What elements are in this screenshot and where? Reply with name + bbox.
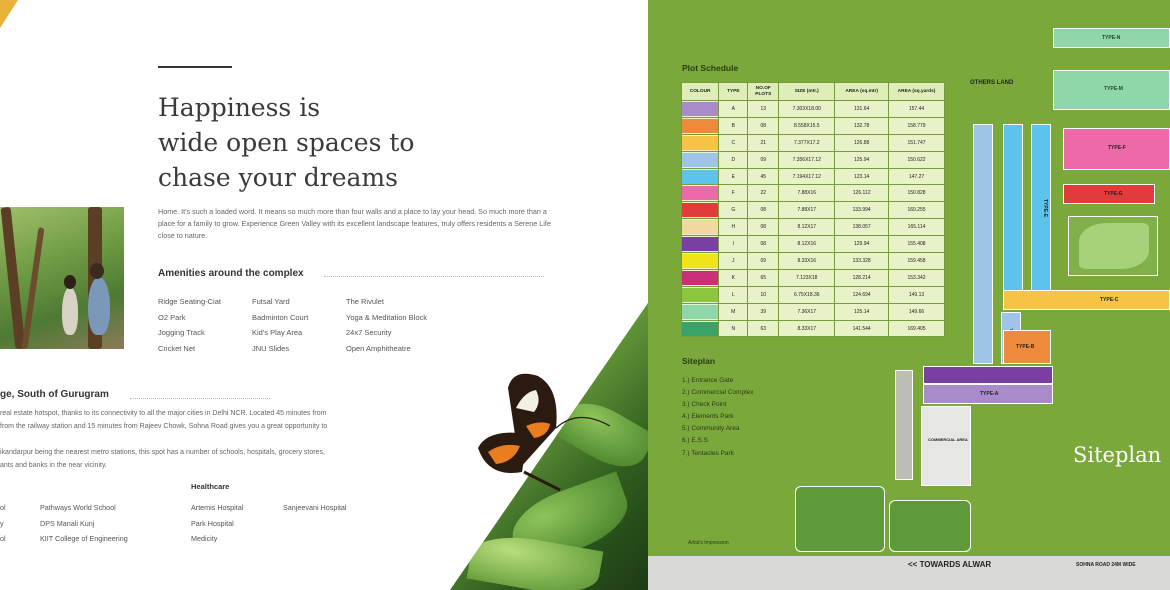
location-line: ants and banks in the near vicinity. [0,461,107,469]
headline-line: chase your dreams [158,163,398,192]
type-label: TYPE-A [980,391,999,397]
colour-swatch [682,303,719,320]
colour-swatch [682,151,719,168]
column-header: AREA (sq.mtr) [835,83,889,101]
column-header: SIZE (mtr.) [779,83,835,101]
table-cell-sqm: 131.64 [835,101,889,118]
table-cell-size: 7.303X18.00 [779,101,835,118]
location-line: from the railway station and 15 minutes from Rajeev Chowk, Sohna Road gives you a great opportunity to [0,422,328,430]
tentacles-park-left [795,486,885,552]
siteplan-item: 2.) Commercial Complex [682,389,754,397]
table-cell-sqyd: 157.44 [889,101,945,118]
amenity-item: Yoga & Meditation Block [346,312,428,322]
entrance-plots [895,370,913,480]
colour-swatch [682,253,719,270]
location-paragraph-2 [0,447,420,472]
school-item: Pathways World School [40,503,116,512]
table-cell-plots: 63 [748,320,779,337]
table-cell-sqm: 138.057 [835,219,889,236]
siteplan-item: 6.) E.S.S [682,437,709,445]
table-cell-sqyd: 153.342 [889,269,945,286]
healthcare-column-b [283,500,347,516]
butterfly-icon [468,368,618,498]
column-header: COLOUR [682,83,719,101]
column-header: AREA (sq.yards) [889,83,945,101]
plot-schedule-title: Plot Schedule [682,63,739,73]
table-cell-size: 7.123X18 [779,269,835,286]
amenity-item: The Rivulet [346,297,384,306]
colour-swatch [682,202,719,219]
siteplan-title: Siteplan [682,356,716,366]
type-label: TYPE-M [1104,86,1123,92]
table-cell-size: 7.356X17.12 [779,151,835,168]
amenity-item: Futsal Yard [252,297,290,306]
amenity-item: JNU Slides [252,343,290,353]
intro-paragraph: Home. It's such a loaded word. It means so much more than four walls and a place to lay your head. So much more than a place for a family to grow. Experience Green Valley with its excellent landscape features, truly offers residents a Serene Life close to nature. [158,207,551,240]
table-cell-sqyd: 155.408 [889,236,945,253]
healthcare-title: Healthcare [191,482,230,491]
table-cell-sqyd: 160.255 [889,202,945,219]
type-label: TYPE-N [1102,35,1121,41]
table-cell-sqm: 133.994 [835,202,889,219]
amenity-item: 24x7 Security [346,328,392,338]
table-cell-sqyd: 151.747 [889,134,945,151]
table-cell-size: 6.75X18.36 [779,286,835,303]
commercial-label: COMMERCIAL AREA [928,437,968,442]
table-cell-sqyd: 165.114 [889,219,945,236]
column-header: TYPE [719,83,748,101]
school-item: y [0,518,4,528]
plot-strip-type-e-2 [1003,124,1023,292]
plot-block-type-b [1003,330,1051,364]
table-cell-plots: 09 [748,253,779,270]
location-line: ikandarpur being the nearest metro stations, this spot has a number of schools, hospitals, grocery stores, [0,449,325,456]
main-road [648,556,1170,590]
table-cell-plots: 08 [748,219,779,236]
amenities-rule [324,276,544,277]
table-cell-type: E [719,168,748,185]
table-cell-sqm: 128.214 [835,269,889,286]
colour-swatch [682,101,719,118]
table-cell-sqm: 123.14 [835,168,889,185]
hospital-item: Sanjeevani Hospital [283,503,347,512]
table-cell-type: J [719,253,748,270]
plot-strip-type-e-3 [1031,124,1051,292]
table-cell-sqyd: 147.27 [889,168,945,185]
table-cell-sqm: 132.78 [835,117,889,134]
colour-swatch [682,134,719,151]
table-cell-plots: 10 [748,286,779,303]
siteplan-item: 3.) Check Point [682,401,727,409]
plot-block-type-m [1053,70,1170,110]
elements-park [1068,216,1158,276]
table-cell-type: I [719,236,748,253]
table-cell-size: 8.12X17 [779,219,835,236]
headline-line: Happiness is [158,93,321,122]
colour-swatch [682,168,719,185]
table-cell-plots: 08 [748,202,779,219]
site-map [903,20,1170,560]
kids-photo [0,207,124,349]
amenities-column-1 [158,294,221,356]
type-label: TYPE-E [1042,198,1049,218]
colour-swatch [682,286,719,303]
amenity-item: Ridge Seating-Ciat [158,297,221,306]
table-cell-sqm: 129.94 [835,236,889,253]
table-cell-plots: 65 [748,269,779,286]
hospital-item: Park Hospital [191,518,234,528]
headline [158,90,458,195]
table-cell-type: A [719,101,748,118]
amenity-item: Open Amphitheatre [346,343,411,353]
table-cell-plots: 21 [748,134,779,151]
siteplan-item: 5.) Community Area [682,425,740,433]
table-cell-size: 8.558X15.5 [779,117,835,134]
table-cell-type: F [719,185,748,202]
location-title: ge, South of Gurugram [0,389,109,400]
amenity-item: Kid's Play Area [252,328,303,338]
hospital-item: Medicity [191,534,218,543]
table-cell-type: L [719,286,748,303]
table-cell-type: K [719,269,748,286]
table-cell-type: G [719,202,748,219]
siteplan-item: 7.) Tentacles Park [682,449,734,457]
table-cell-type: N [719,320,748,337]
table-cell-sqm: 126.88 [835,134,889,151]
plot-block-type-c [1003,290,1170,310]
colour-swatch [682,320,719,337]
table-cell-sqm: 125.14 [835,303,889,320]
hospital-item: Artemis Hospital [191,503,244,512]
location-rule [130,398,270,399]
plot-strip-type-e-1 [973,124,993,364]
table-cell-sqyd: 159.458 [889,253,945,270]
table-cell-type: D [719,151,748,168]
school-item: DPS Manali Kunj [40,518,95,528]
plot-block-type-n [1053,28,1170,48]
site-plan-page [648,0,1170,590]
amenity-item: O2 Park [158,312,186,322]
table-cell-sqm: 126.112 [835,185,889,202]
amenity-item: Cricket Net [158,343,196,353]
schools-column-b [40,500,128,547]
tentacles-park-right [889,500,971,552]
plot-block-type-g [1063,184,1155,204]
location-line: real estate hotspot, thanks to its connectivity to all the major cities in Delhi NCR. Located 45 minutes from [0,410,327,417]
siteplan-watermark-title: Siteplan [1073,443,1162,467]
colour-swatch [682,117,719,134]
towards-alwar-label: << TOWARDS ALWAR [908,560,992,569]
table-cell-plots: 22 [748,185,779,202]
table-cell-type: C [719,134,748,151]
colour-swatch [682,219,719,236]
table-cell-plots: 08 [748,117,779,134]
table-cell-plots: 08 [748,236,779,253]
colour-swatch [682,185,719,202]
others-land-label: OTHERS LAND [970,80,1014,86]
headline-line: wide open spaces to [158,128,415,157]
table-cell-plots: 09 [748,151,779,168]
amenity-item: Badminton Court [252,312,309,322]
table-cell-size: 7.36X17 [779,303,835,320]
table-cell-sqyd: 149.13 [889,286,945,303]
amenities-title: Amenities around the complex [158,268,304,279]
amenities-column-2 [252,294,308,356]
siteplan-legend [682,375,754,460]
commercial-area [921,406,971,486]
artist-impression-note: Artist's Impression [688,540,729,546]
school-item: KIIT College of Engineering [40,534,128,543]
school-item: ol [0,534,6,543]
table-cell-type: M [719,303,748,320]
siteplan-item: 1.) Entrance Gate [682,377,734,384]
table-cell-size: 8.33X17 [779,320,835,337]
table-cell-size: 8.12X16 [779,236,835,253]
type-label: TYPE-G [1104,191,1123,197]
table-cell-size: 8.33X16 [779,253,835,270]
headline-rule [158,66,232,68]
schools-column-a [0,500,6,547]
healthcare-column-a [191,500,243,547]
road-width-label: SOHNA ROAD 24M WIDE [1076,562,1136,568]
table-cell-sqm: 141.544 [835,320,889,337]
table-cell-sqyd: 169.405 [889,320,945,337]
type-label: TYPE-F [1108,145,1126,151]
colour-swatch [682,269,719,286]
plot-strip-type-i [923,366,1053,384]
corner-accent [0,0,18,28]
table-cell-type: H [719,219,748,236]
plot-block-type-f [1063,128,1170,170]
type-label: TYPE-C [1100,297,1119,303]
table-cell-sqyd: 149.66 [889,303,945,320]
table-cell-sqyd: 150.828 [889,185,945,202]
table-cell-type: B [719,117,748,134]
table-cell-sqyd: 150.622 [889,151,945,168]
table-cell-size: 7.88X16 [779,185,835,202]
colour-swatch [682,236,719,253]
location-paragraph-1 [0,408,420,433]
table-cell-sqm: 125.94 [835,151,889,168]
amenity-item: Jogging Track [158,328,205,338]
column-header: NO.OF PLOTS [748,83,779,101]
table-cell-sqm: 124.694 [835,286,889,303]
plot-block-type-a [923,384,1053,404]
amenities-column-3 [346,294,427,356]
school-item: ol [0,503,6,512]
table-cell-size: 7.377X17.2 [779,134,835,151]
siteplan-item: 4.) Elements Park [682,413,734,421]
disclaimer-strip [0,558,330,563]
table-cell-plots: 39 [748,303,779,320]
table-cell-size: 7.194X17.12 [779,168,835,185]
table-cell-size: 7.88X17 [779,202,835,219]
table-cell-sqyd: 158.779 [889,117,945,134]
table-cell-sqm: 133.328 [835,253,889,270]
table-cell-plots: 13 [748,101,779,118]
type-label: TYPE-B [1016,344,1035,350]
table-cell-plots: 45 [748,168,779,185]
